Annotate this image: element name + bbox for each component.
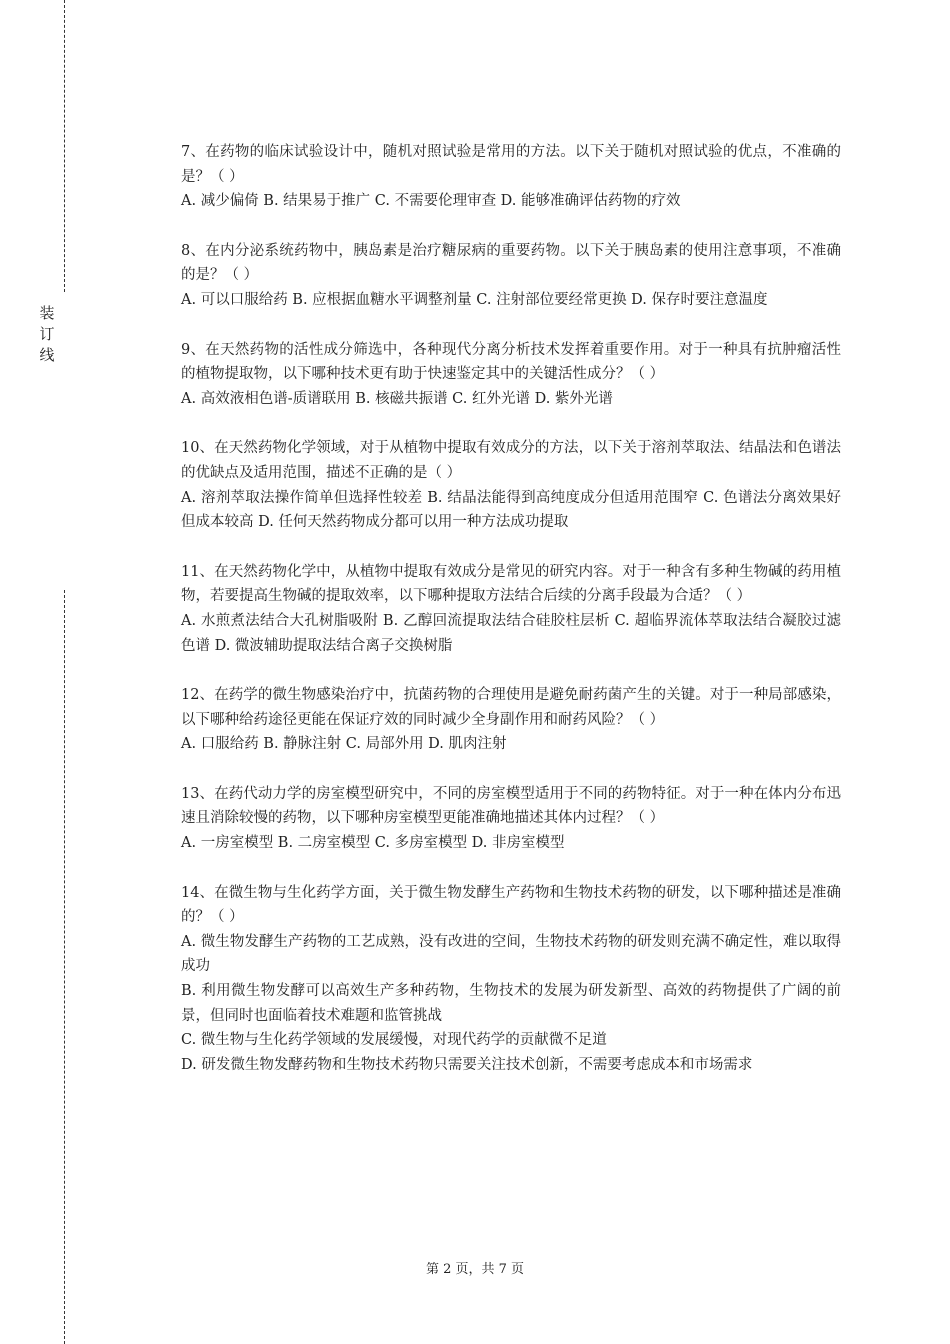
question-options: A. 可以口服给药 B. 应根据血糖水平调整剂量 C. 注射部位要经常更换 D. 保存时要注意温度 <box>181 291 768 308</box>
question-11 <box>181 560 841 658</box>
question-stem: 8、在内分泌系统药物中，胰岛素是治疗糖尿病的重要药物。以下关于胰岛素的使用注意事项，不准确的是？（ ） <box>181 242 841 284</box>
question-options: A. 一房室模型 B. 二房室模型 C. 多房室模型 D. 非房室模型 <box>181 835 565 852</box>
question-10 <box>181 436 841 534</box>
page-number: 第 2 页，共 7 页 <box>425 1262 525 1277</box>
question-stem: 12、在药学的微生物感染治疗中，抗菌药物的合理使用是避免耐药菌产生的关键。对于一种局部感染，以下哪种给药途径更能在保证疗效的同时减少全身副作用和耐药风险？（ ） <box>181 687 841 728</box>
question-stem: 13、在药代动力学的房室模型研究中，不同的房室模型适用于不同的药物特征。对于一种在体内分布迅速且消除较慢的药物，以下哪种房室模型更能准确地描述其体内过程？（ ） <box>181 785 841 827</box>
question-14 <box>181 881 841 1078</box>
question-option-b: B. 利用微生物发酵可以高效生产多种药物，生物技术的发展为研发新型、高效的药物提供了广阔的前景，但同时也面临着技术难题和监管挑战 <box>181 983 841 1024</box>
question-options: A. 水煎煮法结合大孔树脂吸附 B. 乙醇回流提取法结合硅胶柱层析 C. 超临界流体萃取法结合凝胶过滤色谱 D. 微波辅助提取法结合离子交换树脂 <box>181 612 841 654</box>
question-stem: 14、在微生物与生化药学方面，关于微生物发酵生产药物和生物技术药物的研发，以下哪种描述是准确的？（ ） <box>181 884 841 926</box>
question-option-d: D. 研发微生物发酵药物和生物技术药物只需要关注技术创新，不需要考虑成本和市场需求 <box>181 1056 753 1073</box>
question-option-c: C. 微生物与生化药学领域的发展缓慢，对现代药学的贡献微不足道 <box>181 1032 607 1049</box>
question-options: A. 高效液相色谱-质谱联用 B. 核磁共振谱 C. 红外光谱 D. 紫外光谱 <box>181 390 613 407</box>
question-stem: 7、在药物的临床试验设计中，随机对照试验是常用的方法。以下关于随机对照试验的优点，不准确的是？（ ） <box>181 144 841 185</box>
question-options: A. 口服给药 B. 静脉注射 C. 局部外用 D. 肌肉注射 <box>181 736 507 753</box>
binding-char: 装 <box>39 304 55 322</box>
question-stem: 10、在天然药物化学领域，对于从植物中提取有效成分的方法，以下关于溶剂萃取法、结晶法和色谱法的优缺点及适用范围，描述不正确的是（ ） <box>181 440 841 481</box>
binding-char: 线 <box>39 346 55 364</box>
question-8 <box>181 239 841 313</box>
question-options: A. 减少偏倚 B. 结果易于推广 C. 不需要伦理审查 D. 能够准确评估药物的疗效 <box>181 193 681 210</box>
binding-char: 订 <box>39 325 55 343</box>
question-7 <box>181 140 841 214</box>
question-stem: 9、在天然药物的活性成分筛选中，各种现代分离分析技术发挥着重要作用。对于一种具有抗肿瘤活性的植物提取物，以下哪种技术更有助于快速鉴定其中的关键活性成分？（ ） <box>181 341 841 383</box>
question-option-a: A. 微生物发酵生产药物的工艺成熟，没有改进的空间，生物技术药物的研发则充满不确定性，难以取得成功 <box>181 933 841 975</box>
binding-line-top <box>64 0 65 292</box>
question-stem: 11、在天然药物化学中，从植物中提取有效成分是常见的研究内容。对于一种含有多种生物碱的药用植物，若要提高生物碱的提取效率，以下哪种提取方法结合后续的分离手段最为合适？（ ） <box>181 563 841 605</box>
binding-label <box>36 303 58 366</box>
binding-line-bottom <box>64 590 65 1344</box>
question-list <box>181 140 841 1102</box>
question-12 <box>181 683 841 757</box>
question-9 <box>181 338 841 412</box>
question-options: A. 溶剂萃取法操作简单但选择性较差 B. 结晶法能得到高纯度成分但适用范围窄 C. 色谱法分离效果好但成本较高 D. 任何天然药物成分都可以用一种方法成功提取 <box>181 489 841 531</box>
question-13 <box>181 782 841 856</box>
